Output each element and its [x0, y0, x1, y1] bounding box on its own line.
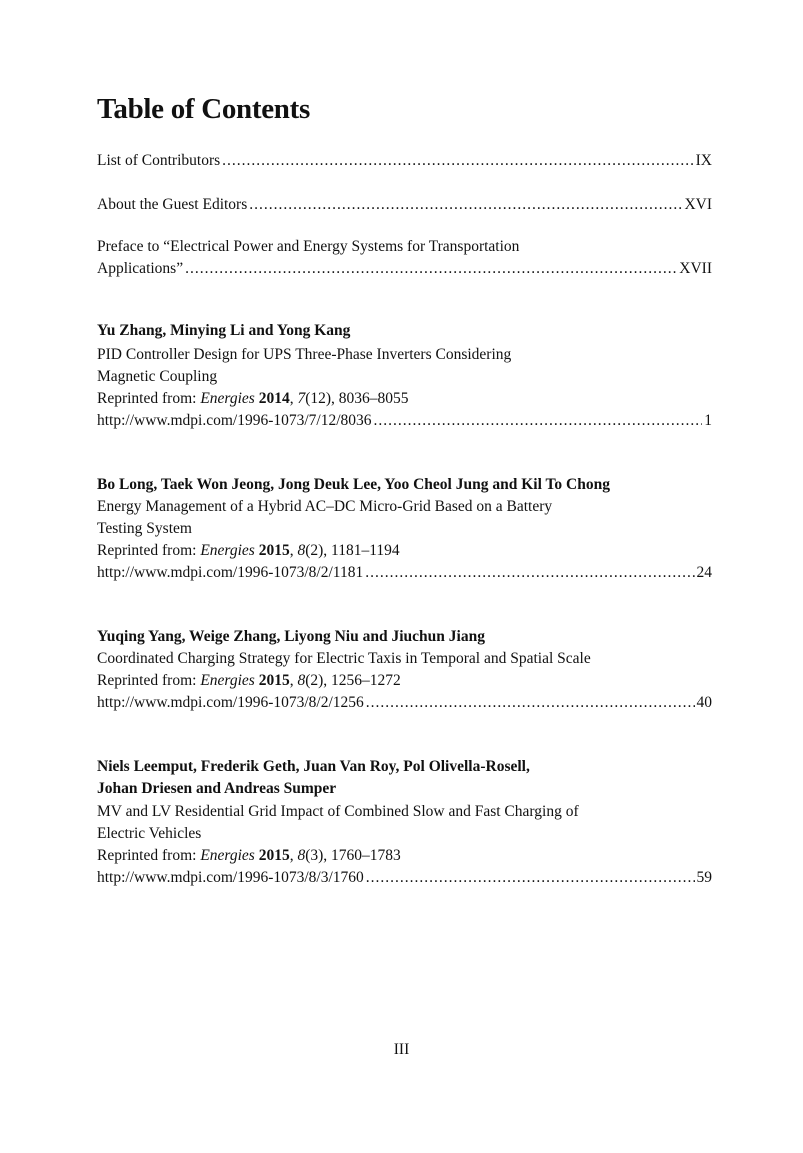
reprint-prefix: Reprinted from:	[97, 847, 201, 864]
entry-label-line1: Preface to “Electrical Power and Energy Systems for Transportation	[97, 238, 520, 255]
article-authors: Yu Zhang, Minying Li and Yong Kang	[97, 322, 351, 339]
article-url-line[interactable]	[97, 562, 712, 584]
journal-name: Energies	[200, 672, 255, 689]
article-title: Energy Management of a Hybrid AC–DC Micro-Grid Based on a Battery	[97, 498, 553, 515]
separator: ,	[289, 672, 298, 689]
dot-leader	[185, 258, 677, 280]
article-reprint	[97, 540, 712, 562]
entry-page: 24	[696, 564, 712, 581]
article-title: Magnetic Coupling	[97, 368, 218, 385]
separator: ,	[289, 542, 298, 559]
article-title: Coordinated Charging Strategy for Electric Taxis in Temporal and Spatial Scale	[97, 650, 591, 667]
page-title: Table of Contents	[97, 93, 310, 125]
volume: 8	[297, 672, 306, 689]
issue-pages: (2), 1181–1194	[305, 542, 400, 559]
article-url-line[interactable]	[97, 410, 712, 432]
year: 2014	[258, 390, 290, 407]
year: 2015	[258, 672, 290, 689]
year: 2015	[258, 542, 290, 559]
toc-entry-guest-editors[interactable]	[97, 194, 712, 216]
entry-page: IX	[695, 152, 712, 169]
reprint-prefix: Reprinted from:	[97, 672, 201, 689]
issue-pages: (3), 1760–1783	[305, 847, 401, 864]
issue-pages: (12), 8036–8055	[305, 390, 409, 407]
toc-entry-preface[interactable]	[97, 258, 712, 280]
article-reprint	[97, 388, 712, 410]
entry-page: XVII	[679, 260, 712, 277]
reprint-prefix: Reprinted from:	[97, 542, 201, 559]
volume: 7	[297, 390, 306, 407]
entry-page: 59	[696, 869, 712, 886]
dot-leader	[222, 150, 694, 172]
journal-name: Energies	[200, 390, 255, 407]
page-number: III	[393, 1041, 410, 1058]
article-authors: Niels Leemput, Frederik Geth, Juan Van Roy, Pol Olivella-Rosell,	[97, 758, 530, 775]
article-authors: Johan Driesen and Andreas Sumper	[97, 780, 337, 797]
dot-leader	[366, 692, 695, 714]
article-url[interactable]: http://www.mdpi.com/1996-1073/8/2/1181	[97, 564, 364, 581]
toc-entry-contributors[interactable]	[97, 150, 712, 172]
dot-leader	[249, 194, 682, 216]
article-url[interactable]: http://www.mdpi.com/1996-1073/8/3/1760	[97, 869, 364, 886]
article-reprint	[97, 670, 712, 692]
entry-page: XVI	[684, 196, 712, 213]
article-url[interactable]: http://www.mdpi.com/1996-1073/8/2/1256	[97, 694, 364, 711]
dot-leader	[366, 867, 695, 889]
issue-pages: (2), 1256–1272	[305, 672, 401, 689]
entry-page: 1	[704, 412, 712, 429]
separator: ,	[289, 847, 298, 864]
dot-leader	[365, 562, 694, 584]
dot-leader	[374, 410, 703, 432]
article-title: PID Controller Design for UPS Three-Phase Inverters Considering	[97, 346, 512, 363]
article-title: Electric Vehicles	[97, 825, 202, 842]
reprint-prefix: Reprinted from:	[97, 390, 201, 407]
journal-name: Energies	[200, 542, 255, 559]
volume: 8	[297, 847, 306, 864]
article-authors: Yuqing Yang, Weige Zhang, Liyong Niu and Jiuchun Jiang	[97, 628, 485, 645]
entry-label: About the Guest Editors	[97, 196, 248, 213]
article-url[interactable]: http://www.mdpi.com/1996-1073/7/12/8036	[97, 412, 372, 429]
entry-label: Applications”	[97, 260, 184, 277]
volume: 8	[297, 542, 306, 559]
separator: ,	[289, 390, 298, 407]
article-authors: Bo Long, Taek Won Jeong, Jong Deuk Lee, Yoo Cheol Jung and Kil To Chong	[97, 476, 610, 493]
year: 2015	[258, 847, 290, 864]
article-title: MV and LV Residential Grid Impact of Combined Slow and Fast Charging of	[97, 803, 579, 820]
journal-name: Energies	[200, 847, 255, 864]
entry-page: 40	[696, 694, 712, 711]
article-title: Testing System	[97, 520, 192, 537]
article-url-line[interactable]	[97, 867, 712, 889]
article-reprint	[97, 845, 712, 867]
article-url-line[interactable]	[97, 692, 712, 714]
entry-label: List of Contributors	[97, 152, 221, 169]
